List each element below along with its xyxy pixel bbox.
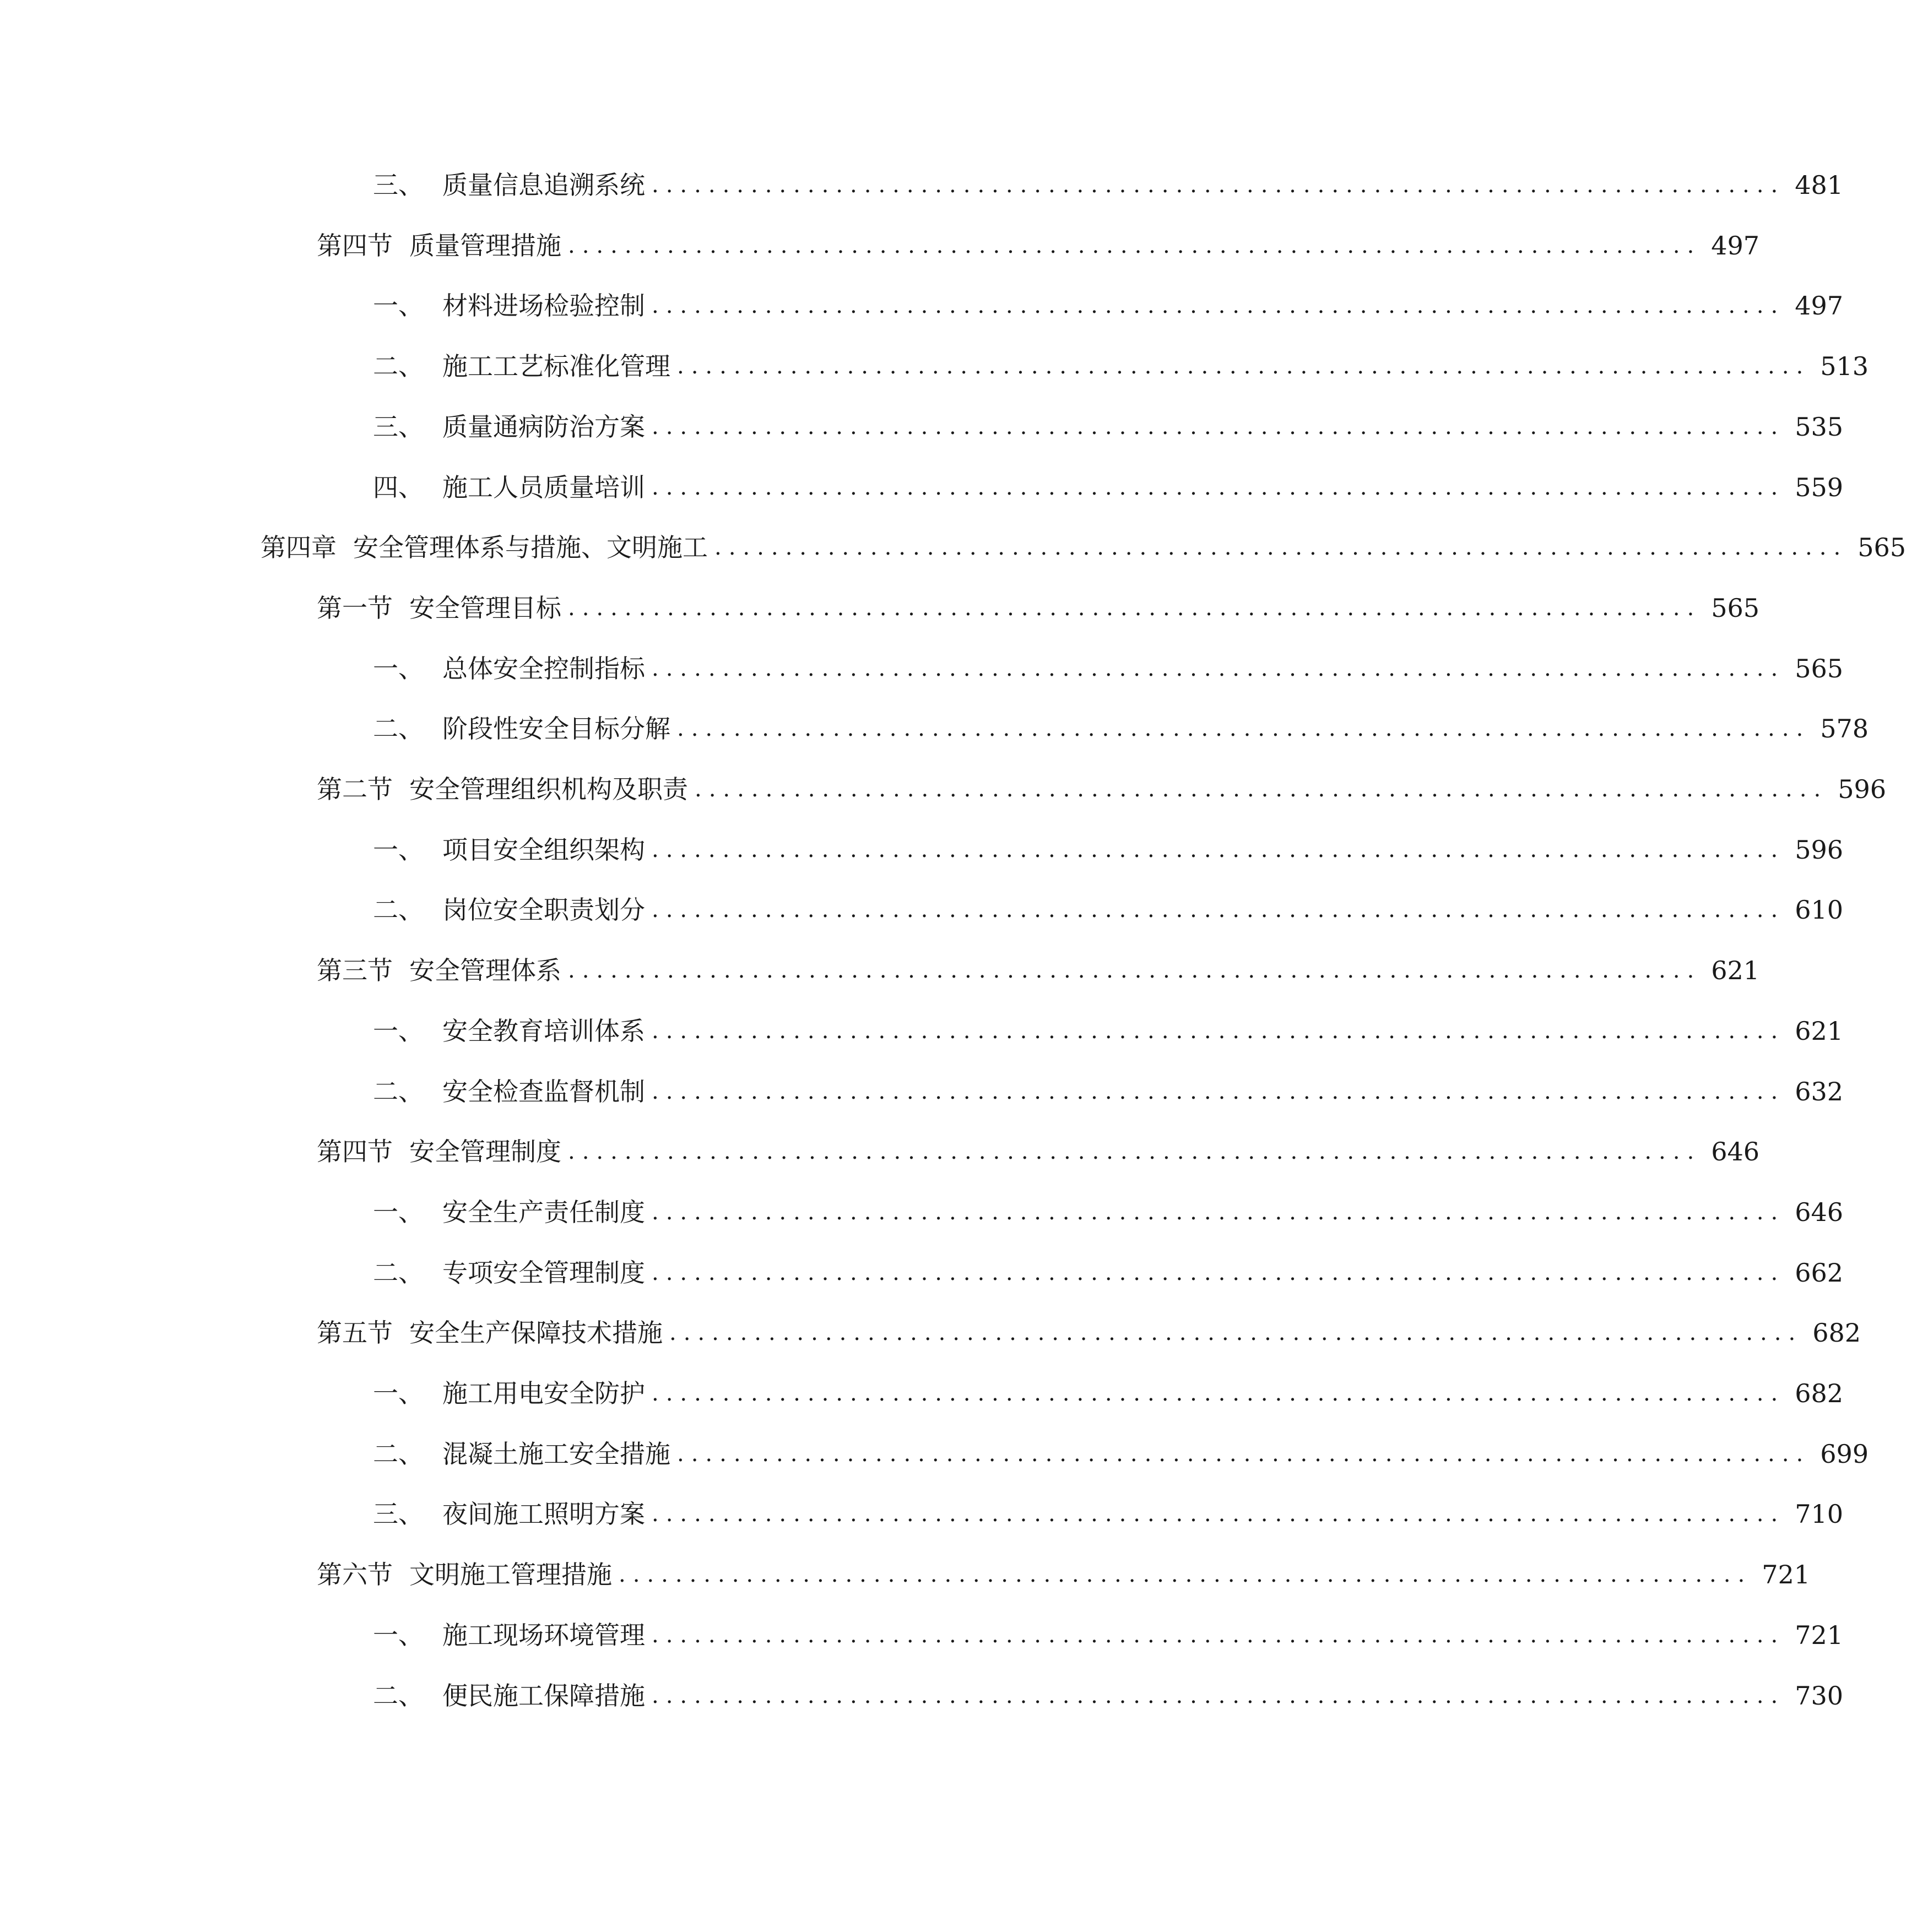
toc-entry-title: 材料进场检验控制 <box>442 291 645 321</box>
dot-leader: ................................................................................ <box>677 716 1811 741</box>
toc-entry-title: 施工工艺标准化管理 <box>442 351 670 381</box>
dot-leader: ................................................................................ <box>652 293 1785 318</box>
dot-leader: ................................................................................ <box>677 354 1811 379</box>
toc-entry-page-number: 559 <box>1795 473 1843 502</box>
toc-entry[interactable] <box>261 525 1906 569</box>
dot-leader: ................................................................................ <box>652 1381 1785 1406</box>
toc-entry-title: 安全生产责任制度 <box>442 1197 645 1227</box>
toc-entry[interactable] <box>373 1371 1843 1415</box>
toc-entry-title: 专项安全管理制度 <box>442 1258 645 1288</box>
dot-leader: ................................................................................ <box>652 656 1785 681</box>
toc-entry-page-number: 621 <box>1795 1016 1843 1046</box>
toc-entry-title: 安全管理制度 <box>409 1137 561 1166</box>
toc-entry-title: 便民施工保障措施 <box>442 1681 645 1711</box>
toc-entry-title: 安全管理体系 <box>409 956 561 985</box>
dot-leader: ................................................................................ <box>619 1562 1752 1587</box>
toc-entry-title: 施工现场环境管理 <box>442 1620 645 1650</box>
toc-entry-number: 一、 <box>373 1016 424 1046</box>
toc-entry-page-number: 662 <box>1795 1258 1843 1288</box>
dot-leader: ................................................................................ <box>652 1501 1785 1527</box>
toc-entry[interactable] <box>373 465 1843 509</box>
toc-entry-number: 一、 <box>373 1379 424 1408</box>
dot-leader: ................................................................................ <box>695 777 1828 802</box>
toc-entry-page-number: 682 <box>1795 1379 1843 1408</box>
toc-entry-page-number: 497 <box>1711 231 1759 261</box>
toc-entry-number: 第二节 <box>317 774 393 804</box>
toc-entry[interactable] <box>373 1251 1843 1295</box>
toc-entry[interactable] <box>373 163 1843 207</box>
dot-leader: ................................................................................ <box>677 1441 1811 1467</box>
toc-entry-page-number: 710 <box>1795 1499 1843 1529</box>
dot-leader: ................................................................................ <box>568 1139 1702 1164</box>
dot-leader: ................................................................................ <box>652 1079 1785 1104</box>
toc-entry-page-number: 632 <box>1795 1077 1843 1106</box>
toc-entry-title: 安全教育培训体系 <box>442 1016 645 1046</box>
dot-leader: ................................................................................ <box>652 837 1785 862</box>
toc-entry[interactable] <box>373 405 1843 449</box>
toc-entry-number: 一、 <box>373 291 424 321</box>
dot-leader: ................................................................................ <box>652 1018 1785 1044</box>
toc-entry-number: 二、 <box>373 714 424 744</box>
toc-entry-page-number: 565 <box>1858 533 1906 562</box>
toc-entry-title: 文明施工管理措施 <box>409 1560 612 1589</box>
toc-entry[interactable] <box>373 1492 1843 1536</box>
toc-entry[interactable] <box>317 948 1759 992</box>
dot-leader: ................................................................................ <box>652 475 1785 500</box>
toc-entry-page-number: 497 <box>1795 291 1843 321</box>
toc-entry-page-number: 646 <box>1795 1197 1843 1227</box>
toc-entry-page-number: 596 <box>1795 835 1843 865</box>
toc-entry-page-number: 730 <box>1795 1681 1843 1711</box>
dot-leader: ................................................................................ <box>568 233 1702 258</box>
dot-leader: ................................................................................ <box>652 1200 1785 1225</box>
dot-leader: ................................................................................ <box>568 958 1702 983</box>
toc-entry-number: 第五节 <box>317 1318 393 1348</box>
dot-leader: ................................................................................ <box>568 595 1702 621</box>
toc-entry-page-number: 721 <box>1795 1620 1843 1650</box>
toc-entry[interactable] <box>317 1553 1810 1597</box>
toc-entry-number: 第四节 <box>317 231 393 261</box>
toc-entry[interactable] <box>373 888 1843 932</box>
toc-entry-page-number: 646 <box>1711 1137 1759 1166</box>
dot-leader: ................................................................................ <box>652 1683 1785 1708</box>
toc-entry[interactable] <box>373 707 1869 751</box>
toc-entry-page-number: 513 <box>1820 351 1869 381</box>
toc-entry-title: 阶段性安全目标分解 <box>442 714 670 744</box>
toc-entry[interactable] <box>373 1432 1869 1476</box>
toc-entry-title: 安全管理体系与措施、文明施工 <box>353 533 708 562</box>
toc-entry-page-number: 481 <box>1795 170 1843 200</box>
toc-entry-number: 二、 <box>373 351 424 381</box>
toc-entry[interactable] <box>317 1311 1861 1355</box>
toc-entry-number: 二、 <box>373 1681 424 1711</box>
toc-entry-title: 岗位安全职责划分 <box>442 895 645 925</box>
toc-entry-number: 第四章 <box>261 533 337 562</box>
toc-entry-page-number: 596 <box>1838 774 1886 804</box>
toc-entry[interactable] <box>317 586 1759 630</box>
toc-entry-page-number: 565 <box>1795 654 1843 683</box>
toc-entry[interactable] <box>373 1190 1843 1234</box>
toc-entry[interactable] <box>317 1130 1759 1174</box>
toc-entry-number: 三、 <box>373 412 424 442</box>
toc-entry-title: 施工用电安全防护 <box>442 1379 645 1408</box>
toc-entry-page-number: 721 <box>1762 1560 1810 1589</box>
toc-entry-page-number: 578 <box>1820 714 1869 744</box>
toc-entry-number: 四、 <box>373 473 424 502</box>
toc-entry-number: 二、 <box>373 895 424 925</box>
toc-entry-number: 第一节 <box>317 593 393 623</box>
toc-entry-number: 第四节 <box>317 1137 393 1166</box>
toc-entry-page-number: 682 <box>1812 1318 1861 1348</box>
dot-leader: ................................................................................ <box>652 414 1785 439</box>
toc-entry[interactable] <box>373 1613 1843 1657</box>
toc-entry[interactable] <box>317 224 1759 268</box>
toc-entry-title: 总体安全控制指标 <box>442 654 645 683</box>
toc-entry-number: 三、 <box>373 170 424 200</box>
toc-entry-page-number: 610 <box>1795 895 1843 925</box>
toc-entry-title: 质量通病防治方案 <box>442 412 645 442</box>
toc-entry[interactable] <box>317 767 1886 811</box>
dot-leader: ................................................................................ <box>714 535 1848 560</box>
toc-entry-number: 二、 <box>373 1258 424 1288</box>
toc-entry-title: 混凝土施工安全措施 <box>442 1439 670 1469</box>
dot-leader: ................................................................................ <box>652 1622 1785 1648</box>
toc-entry-number: 二、 <box>373 1439 424 1469</box>
toc-entry-page-number: 621 <box>1711 956 1759 985</box>
toc-entry-title: 质量管理措施 <box>409 231 561 261</box>
toc-entry[interactable] <box>373 344 1869 388</box>
dot-leader: ................................................................................ <box>652 172 1785 198</box>
toc-entry[interactable] <box>373 1070 1843 1114</box>
toc-entry-title: 安全管理目标 <box>409 593 561 623</box>
toc-entry-number: 一、 <box>373 654 424 683</box>
toc-entry-title: 质量信息追溯系统 <box>442 170 645 200</box>
dot-leader: ................................................................................ <box>652 1260 1785 1285</box>
toc-entry-title: 安全检查监督机制 <box>442 1077 645 1106</box>
toc-entry-number: 二、 <box>373 1077 424 1106</box>
toc-entry[interactable] <box>373 647 1843 691</box>
toc-entry-number: 一、 <box>373 1197 424 1227</box>
toc-entry-number: 一、 <box>373 1620 424 1650</box>
toc-entry-number: 第六节 <box>317 1560 393 1589</box>
toc-entry[interactable] <box>373 1009 1843 1053</box>
toc-entry-number: 三、 <box>373 1499 424 1529</box>
toc-entry-title: 施工人员质量培训 <box>442 473 645 502</box>
toc-entry-title: 安全管理组织机构及职责 <box>409 774 688 804</box>
toc-entry[interactable] <box>373 1674 1843 1718</box>
toc-entry-page-number: 699 <box>1820 1439 1869 1469</box>
dot-leader: ................................................................................ <box>669 1320 1803 1345</box>
toc-entry-page-number: 565 <box>1711 593 1759 623</box>
toc-entry-page-number: 535 <box>1795 412 1843 442</box>
toc-entry[interactable] <box>373 828 1843 872</box>
toc-entry-title: 项目安全组织架构 <box>442 835 645 865</box>
toc-entry-title: 夜间施工照明方案 <box>442 1499 645 1529</box>
toc-entry-title: 安全生产保障技术措施 <box>409 1318 663 1348</box>
toc-entry-number: 一、 <box>373 835 424 865</box>
toc-entry[interactable] <box>373 284 1843 328</box>
toc-entry-number: 第三节 <box>317 956 393 985</box>
dot-leader: ................................................................................ <box>652 897 1785 922</box>
